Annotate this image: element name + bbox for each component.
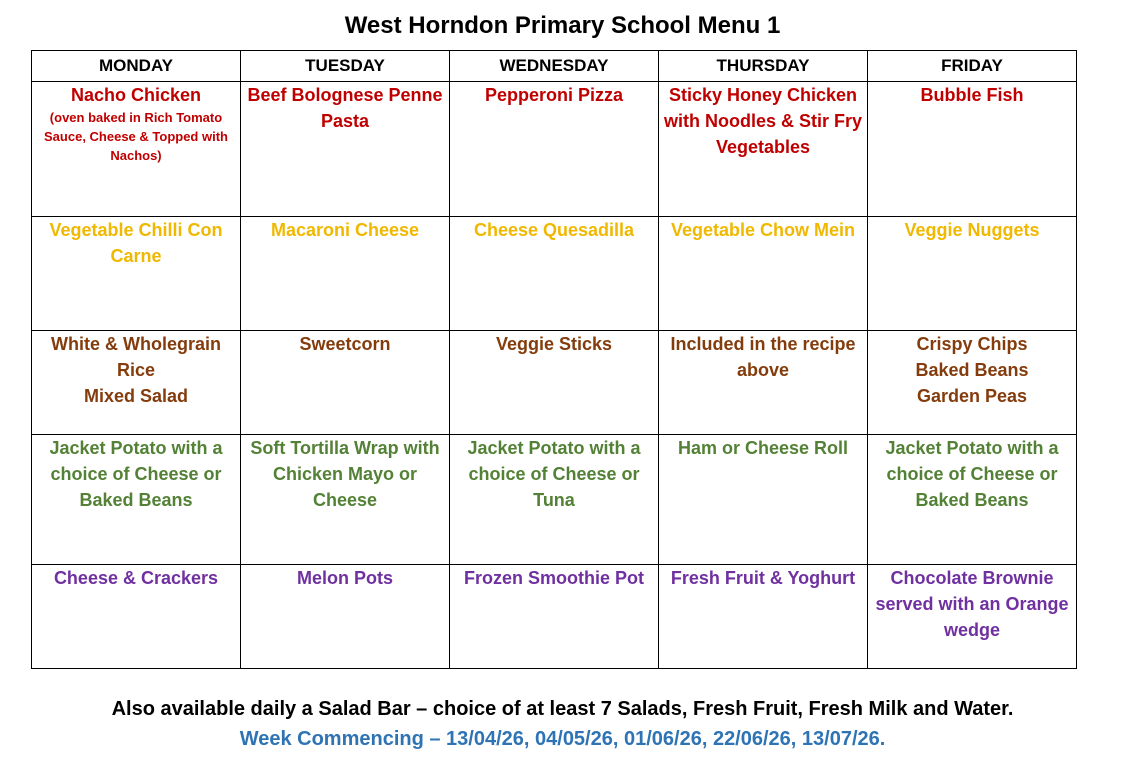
- day-header-row: [32, 51, 1077, 82]
- side-item: Included in the recipe above: [670, 334, 856, 380]
- menu-cell: [450, 217, 659, 331]
- dish-name: Ham or Cheese Roll: [677, 438, 849, 458]
- dish-name: Jacket Potato with a choice of Cheese or Tuna: [467, 438, 641, 510]
- day-header-monday: MONDAY: [32, 51, 241, 82]
- dish-name: Vegetable Chilli Con Carne: [49, 220, 223, 266]
- menu-cell: [868, 331, 1077, 435]
- menu-cell: [659, 217, 868, 331]
- side-item: Crispy Chips: [916, 334, 1028, 354]
- dish-name: Fresh Fruit & Yoghurt: [670, 568, 856, 588]
- dish-description: (oven baked in Rich Tomato Sauce, Cheese & Topped with Nachos): [44, 110, 228, 163]
- menu-cell: [32, 565, 241, 669]
- menu-cell: [450, 331, 659, 435]
- menu-row-sides: [32, 331, 1077, 435]
- menu-cell: [868, 217, 1077, 331]
- day-header-thursday: THURSDAY: [659, 51, 868, 82]
- menu-cell: [868, 565, 1077, 669]
- dish-name: Pepperoni Pizza: [484, 85, 624, 105]
- salad-bar-note: Also available daily a Salad Bar – choice of at least 7 Salads, Fresh Fruit, Fresh Milk and Water.: [111, 698, 1014, 720]
- day-header-tuesday: TUESDAY: [241, 51, 450, 82]
- side-item: Sweetcorn: [299, 334, 391, 354]
- side-item: Veggie Sticks: [495, 334, 613, 354]
- menu-cell: [659, 82, 868, 217]
- dish-name: Soft Tortilla Wrap with Chicken Mayo or Cheese: [250, 438, 440, 510]
- menu-cell: [241, 217, 450, 331]
- dish-name: Nacho Chicken: [70, 85, 202, 105]
- dish-name: Veggie Nuggets: [904, 220, 1040, 240]
- menu-cell: [241, 331, 450, 435]
- menu-cell: [32, 435, 241, 565]
- dish-name: Bubble Fish: [920, 85, 1024, 105]
- dish-name: Cheese Quesadilla: [473, 220, 635, 240]
- side-item: Mixed Salad: [83, 386, 189, 406]
- menu-cell: [241, 565, 450, 669]
- menu-cell: [450, 435, 659, 565]
- menu-cell: [32, 331, 241, 435]
- side-item: Garden Peas: [916, 386, 1028, 406]
- menu-cell: [241, 435, 450, 565]
- menu-row-vegetarian: [32, 217, 1077, 331]
- menu-row-main: [32, 82, 1077, 217]
- dish-name: Sticky Honey Chicken with Noodles & Stir Fry Vegetables: [663, 85, 863, 157]
- dish-name: Jacket Potato with a choice of Cheese or Baked Beans: [49, 438, 223, 510]
- menu-cell: [32, 82, 241, 217]
- menu-cell: [659, 331, 868, 435]
- dish-name: Chocolate Brownie served with an Orange wedge: [875, 568, 1069, 640]
- day-header-friday: FRIDAY: [868, 51, 1077, 82]
- menu-cell: [450, 82, 659, 217]
- menu-cell: [659, 435, 868, 565]
- menu-cell: [659, 565, 868, 669]
- menu-table: [31, 50, 1077, 669]
- menu-title: West Horndon Primary School Menu 1: [344, 12, 781, 39]
- dish-name: Cheese & Crackers: [53, 568, 219, 588]
- dish-name: Beef Bolognese Penne Pasta: [247, 85, 443, 131]
- dish-name: Vegetable Chow Mein: [670, 220, 856, 240]
- menu-cell: [32, 217, 241, 331]
- day-header-wednesday: WEDNESDAY: [450, 51, 659, 82]
- side-item: Baked Beans: [915, 360, 1029, 380]
- dish-name: Melon Pots: [296, 568, 393, 588]
- side-item: White & Wholegrain Rice: [51, 334, 221, 380]
- menu-row-alternative: [32, 435, 1077, 565]
- menu-cell: [450, 565, 659, 669]
- menu-cell: [868, 435, 1077, 565]
- menu-row-dessert: [32, 565, 1077, 669]
- dish-name: Frozen Smoothie Pot: [464, 568, 644, 588]
- week-commencing-dates: Week Commencing – 13/04/26, 04/05/26, 01/06/26, 22/06/26, 13/07/26.: [239, 728, 886, 750]
- menu-cell: [868, 82, 1077, 217]
- dish-name: Jacket Potato with a choice of Cheese or Baked Beans: [885, 438, 1059, 510]
- menu-cell: [241, 82, 450, 217]
- dish-name: Macaroni Cheese: [270, 220, 420, 240]
